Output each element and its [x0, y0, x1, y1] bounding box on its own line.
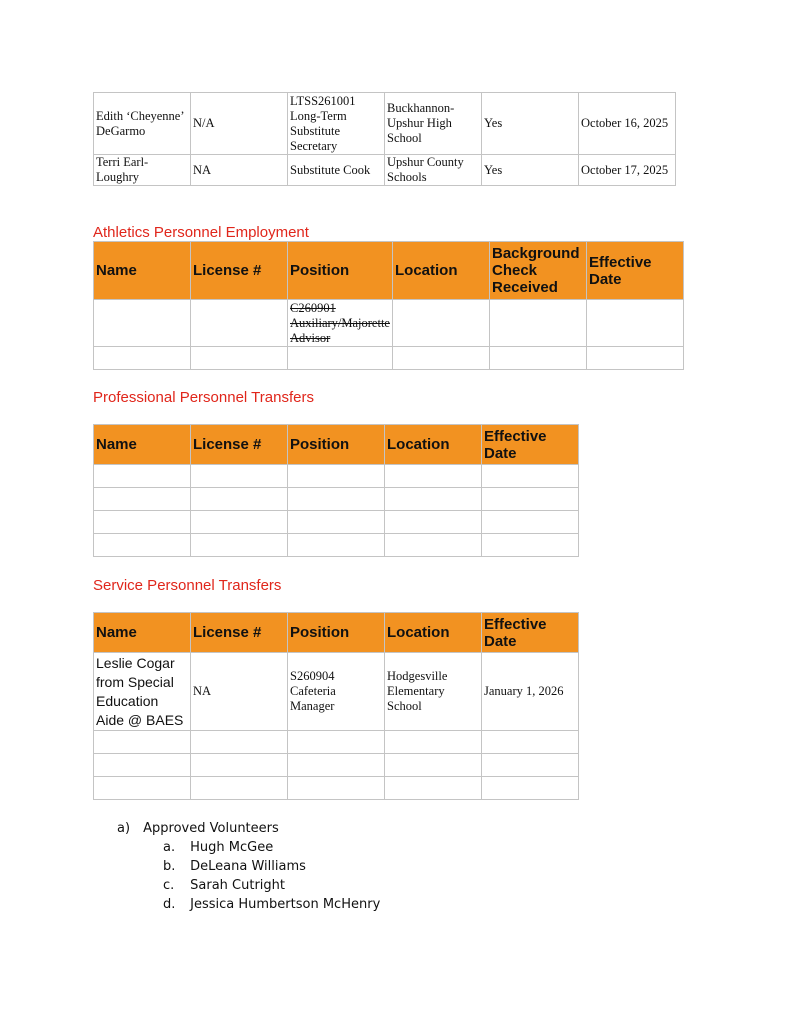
empty-cell	[482, 731, 579, 754]
cell-effective-date: October 17, 2025	[579, 155, 676, 186]
header-effective-date: Effective Date	[482, 425, 579, 465]
empty-cell	[191, 488, 288, 511]
list-marker: b.	[163, 859, 176, 874]
header-license: License #	[191, 613, 288, 653]
empty-cell	[94, 511, 191, 534]
empty-cell	[288, 731, 385, 754]
empty-cell	[94, 754, 191, 777]
header-license: License #	[191, 425, 288, 465]
table-row	[94, 653, 579, 731]
cell-license	[191, 300, 288, 347]
empty-cell	[482, 488, 579, 511]
empty-cell	[191, 347, 288, 370]
table-row	[94, 488, 579, 511]
empty-cell	[191, 465, 288, 488]
empty-cell	[385, 488, 482, 511]
empty-cell	[191, 754, 288, 777]
header-location: Location	[393, 242, 490, 300]
list-item	[117, 895, 380, 914]
service-table	[93, 612, 579, 800]
cell-location: Buckhannon-Upshur High School	[385, 93, 482, 155]
header-name: Name	[94, 242, 191, 300]
table-header-row	[94, 425, 579, 465]
header-background-check: Background Check Received	[490, 242, 587, 300]
empty-cell	[482, 777, 579, 800]
table-row	[94, 777, 579, 800]
professional-section-title: Professional Personnel Transfers	[93, 389, 314, 406]
empty-cell	[587, 347, 684, 370]
empty-cell	[490, 347, 587, 370]
cell-position-struck: C260901 Auxiliary/Majorette Advisor	[288, 300, 393, 347]
volunteer-name: DeLeana Williams	[190, 859, 306, 874]
volunteer-name: Hugh McGee	[190, 840, 274, 855]
table-header-row	[94, 242, 684, 300]
table-row	[94, 754, 579, 777]
cell-effective-date: October 16, 2025	[579, 93, 676, 155]
table-row	[94, 534, 579, 557]
header-location: Location	[385, 425, 482, 465]
empty-cell	[288, 534, 385, 557]
volunteer-name: Sarah Cutright	[190, 878, 285, 893]
empty-cell	[385, 754, 482, 777]
empty-cell	[385, 777, 482, 800]
volunteers-title: Approved Volunteers	[143, 821, 279, 836]
table-row	[94, 731, 579, 754]
cell-name: Terri Earl-Loughry	[94, 155, 191, 186]
list-marker: a.	[163, 840, 176, 855]
list-marker: d.	[163, 897, 176, 912]
empty-cell	[288, 465, 385, 488]
cell-license: N/A	[191, 93, 288, 155]
empty-cell	[482, 511, 579, 534]
header-position: Position	[288, 613, 385, 653]
table-row	[94, 155, 676, 186]
empty-cell	[385, 731, 482, 754]
volunteers-heading	[117, 819, 380, 838]
cell-background-check: Yes	[482, 93, 579, 155]
empty-cell	[393, 347, 490, 370]
cell-position: S260904 Cafeteria Manager	[288, 653, 385, 731]
header-location: Location	[385, 613, 482, 653]
empty-cell	[191, 777, 288, 800]
cell-background-check: Yes	[482, 155, 579, 186]
empty-cell	[482, 465, 579, 488]
table-row	[94, 347, 684, 370]
empty-cell	[385, 511, 482, 534]
personnel-table-continued	[93, 92, 676, 186]
volunteers-list	[117, 819, 380, 914]
header-position: Position	[288, 425, 385, 465]
cell-effective-date: January 1, 2026	[482, 653, 579, 731]
cell-location	[393, 300, 490, 347]
cell-name	[94, 300, 191, 347]
header-name: Name	[94, 613, 191, 653]
cell-position: Substitute Cook	[288, 155, 385, 186]
empty-cell	[482, 754, 579, 777]
empty-cell	[191, 511, 288, 534]
list-item	[117, 857, 380, 876]
empty-cell	[385, 534, 482, 557]
list-item	[117, 876, 380, 895]
empty-cell	[385, 465, 482, 488]
empty-cell	[288, 347, 393, 370]
athletics-table	[93, 241, 684, 370]
empty-cell	[482, 534, 579, 557]
list-marker: c.	[163, 878, 175, 893]
empty-cell	[191, 731, 288, 754]
cell-license: NA	[191, 155, 288, 186]
header-effective-date: Effective Date	[587, 242, 684, 300]
cell-location: Hodgesville Elementary School	[385, 653, 482, 731]
athletics-section-title: Athletics Personnel Employment	[93, 224, 309, 241]
professional-table	[93, 424, 579, 557]
cell-effective-date	[587, 300, 684, 347]
empty-cell	[94, 488, 191, 511]
cell-name: Edith ‘Cheyenne’ DeGarmo	[94, 93, 191, 155]
volunteer-name: Jessica Humbertson McHenry	[190, 897, 381, 912]
table-row	[94, 511, 579, 534]
header-effective-date: Effective Date	[482, 613, 579, 653]
cell-license: NA	[191, 653, 288, 731]
empty-cell	[94, 465, 191, 488]
empty-cell	[288, 754, 385, 777]
table-header-row	[94, 613, 579, 653]
header-license: License #	[191, 242, 288, 300]
cell-location: Upshur County Schools	[385, 155, 482, 186]
list-item	[117, 838, 380, 857]
cell-background-check	[490, 300, 587, 347]
empty-cell	[94, 777, 191, 800]
empty-cell	[288, 488, 385, 511]
table-row	[94, 465, 579, 488]
table-row	[94, 93, 676, 155]
cell-name: Leslie Cogar from Special Education Aide @ BAES	[94, 653, 191, 731]
table-row	[94, 300, 684, 347]
empty-cell	[94, 534, 191, 557]
cell-position: LTSS261001 Long-Term Substitute Secretary	[288, 93, 385, 155]
empty-cell	[288, 777, 385, 800]
service-section-title: Service Personnel Transfers	[93, 577, 282, 594]
empty-cell	[94, 347, 191, 370]
empty-cell	[94, 731, 191, 754]
empty-cell	[191, 534, 288, 557]
list-marker: a)	[117, 821, 131, 836]
empty-cell	[288, 511, 385, 534]
header-name: Name	[94, 425, 191, 465]
header-position: Position	[288, 242, 393, 300]
